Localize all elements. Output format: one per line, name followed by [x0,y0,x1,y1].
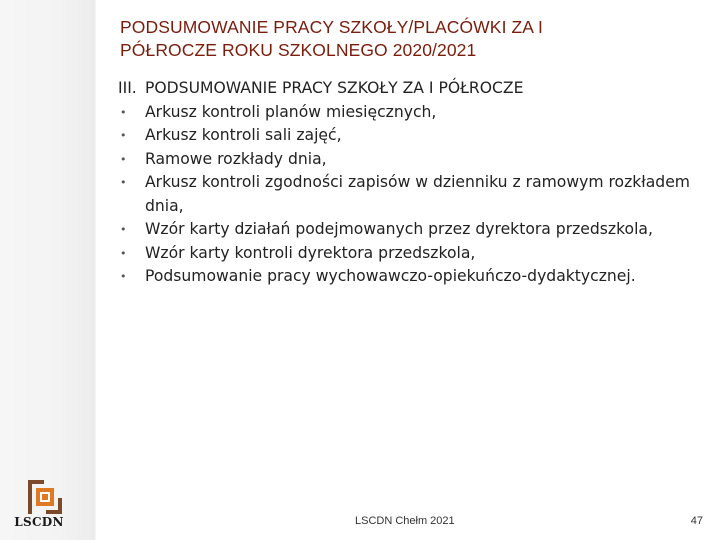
slide-title [120,16,680,62]
list-item [118,242,708,266]
lscdn-logo [8,478,70,534]
section-heading-text: PODSUMOWANIE PRACY SZKOŁY ZA I PÓŁROCZE [145,79,524,97]
lscdn-logo-icon [26,478,64,516]
slide-content [118,77,708,289]
bullet-icon: • [120,246,127,260]
bullet-icon: • [120,176,127,189]
footer-text: LSCDN Chełm 2021 [355,515,455,527]
list-item [118,101,708,125]
bullet-list [118,101,708,289]
title-line-1: PODSUMOWANIE PRACY SZKOŁY/PLACÓWKI ZA I [120,17,544,37]
bullet-text: Podsumowanie pracy wychowawczo-opiekuńczo-dydaktycznej. [145,267,636,285]
left-sidebar-panel [0,0,96,540]
list-item [118,218,708,242]
bullet-icon: • [120,152,127,166]
bullet-text: Ramowe rozkłady dnia, [145,149,327,168]
bullet-icon: • [120,105,127,119]
bullet-text: Arkusz kontroli zgodności zapisów w dzienniku z ramowym rozkładem dnia, [145,173,690,215]
section-number: III. [118,79,137,97]
list-item [118,265,708,289]
bullet-icon: • [120,223,127,236]
bullet-text: Wzór karty działań podejmowanych przez dyrektora przedszkola, [145,220,653,238]
list-item [118,171,708,218]
section-heading [118,77,708,101]
page-number: 47 [690,515,703,527]
bullet-text: Arkusz kontroli sali zajęć, [145,126,342,144]
title-line-2: PÓŁROCZE ROKU SZKOLNEGO 2020/2021 [120,40,477,60]
bullet-icon: • [120,129,127,142]
bullet-text: Arkusz kontroli planów miesięcznych, [145,102,437,121]
bullet-icon: • [120,270,127,283]
logo-text: LSCDN [14,515,64,529]
bullet-text: Wzór karty kontroli dyrektora przedszkola, [145,243,476,262]
list-item [118,124,708,148]
list-item [118,148,708,172]
